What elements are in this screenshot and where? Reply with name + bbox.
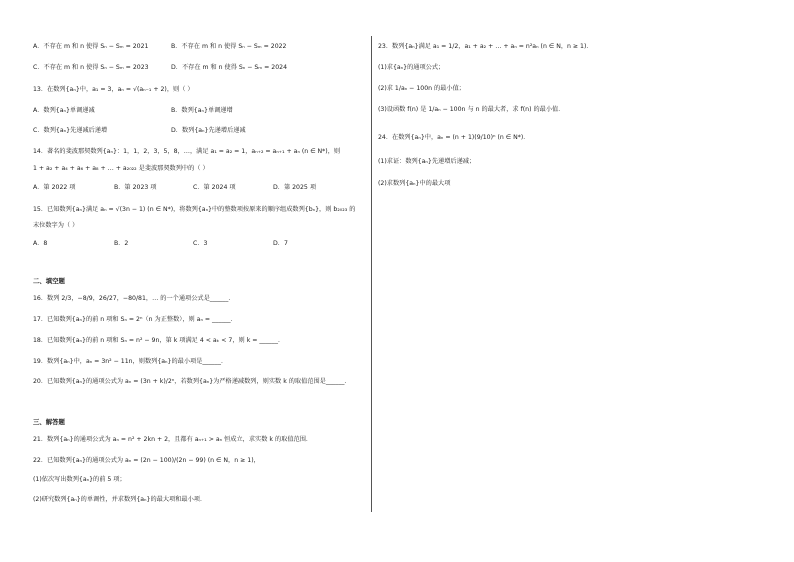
q17: 17．已知数列{aₙ}的前 n 项和 Sₙ = 2ⁿ（n 为正整数），则 aₙ = ______． <box>33 316 237 323</box>
q22: 22．已知数列{aₙ}的通项公式为 aₙ = (2n − 100)/(2n − 99) (n ∈ N，n ≥ 1)， <box>33 457 260 464</box>
q14-stem-line2: 1 + a₂ + a₄ + a₆ + a₈ + … + a₂₀₂₂ 是斐波那契数列中的（ ） <box>33 165 209 172</box>
q13-option-c: C．数列{aₙ}先递减后递增 <box>33 127 108 134</box>
q22-part1: (1)依次写出数列{aₙ}的前 5 项； <box>33 476 126 483</box>
q14-option-d: D．第 2025 项 <box>273 184 317 191</box>
q12-option-b: B．不存在 m 和 n 使得 Sₙ − Sₘ = 2022 <box>171 43 287 50</box>
q15-option-d: D．7 <box>273 240 288 247</box>
q23-part3: (3)设函数 f(n) 是 1/aₙ − 100n 与 n 的最大者，求 f(n) 的最小值． <box>378 106 565 113</box>
q23-part1: (1)求{aₙ}的通项公式； <box>378 64 445 71</box>
q21: 21．数列{aₙ}的通项公式为 aₙ = n² + 2kn + 2，且都有 aₙ₊₁ > aₙ 恒成立，求实数 k 的取值范围． <box>33 436 313 443</box>
q13-option-d: D．数列{aₙ}先递增后递减 <box>171 127 246 134</box>
q15-option-b: B．2 <box>114 240 129 247</box>
q13-stem: 13．在数列{aₙ}中，a₁ = 3，aₙ = √(aₙ₋₁ + 2)，则（ ） <box>33 86 194 93</box>
q24-stem: 24．在数列{aₙ}中，aₙ = (n + 1)(9/10)ⁿ (n ∈ N*)． <box>378 134 530 141</box>
q18: 18．已知数列{aₙ}的前 n 项和 Sₙ = n² − 9n，第 k 项满足 4 < aₖ < 7，则 k = ______． <box>33 337 285 344</box>
section-answer-heading: 三、解答题 <box>33 418 65 426</box>
q19: 19．数列{aₙ}中，aₙ = 3n² − 11n，则数列{aₙ}的最小项是______． <box>33 358 228 365</box>
q15-stem-line2: 末位数字为（ ） <box>33 222 79 229</box>
q14-stem-line1: 14．著名的斐波那契数列{aₙ}：1，1，2，3，5，8，…，满足 a₁ = a₂ = 1，aₙ₊₂ = aₙ₊₁ + aₙ (n ∈ N*)，则 <box>33 148 341 155</box>
q23-stem: 23．数列{aₙ}满足 a₁ = 1/2，a₁ + a₂ + … + aₙ = n²aₙ (n ∈ N，n ≥ 1)． <box>378 43 593 50</box>
q23-part2: (2)求 1/aₙ − 100n 的最小值； <box>378 85 465 92</box>
q24-part1: (1)求证：数列{aₙ}先递增后递减； <box>378 158 476 165</box>
q22-part2: (2)研究数列{aₙ}的单调性，并求数列{aₙ}的最大项和最小项． <box>33 496 207 503</box>
q16: 16．数列 2/3，−8/9，26/27，−80/81，… 的一个通项公式是______． <box>33 295 235 302</box>
q13-option-a: A．数列{aₙ}单调递减 <box>33 107 95 114</box>
q13-option-b: B．数列{aₙ}单调递增 <box>171 107 233 114</box>
q14-option-b: B．第 2023 项 <box>114 184 157 191</box>
section-fill-in-heading: 二、填空题 <box>33 277 65 285</box>
q15-option-a: A．8 <box>33 240 48 247</box>
column-divider <box>371 36 372 512</box>
q15-option-c: C．3 <box>193 240 208 247</box>
q24-part2: (2)求数列{aₙ}中的最大项 <box>378 180 451 187</box>
q12-option-c: C．不存在 m 和 n 使得 Sₙ − Sₘ = 2023 <box>33 64 149 71</box>
q12-option-a: A．不存在 m 和 n 使得 Sₙ − Sₘ = 2021 <box>33 43 149 50</box>
q15-stem: 15．已知数列{aₙ}满足 aₙ = √(3n − 1) (n ∈ N*)，将数列{aₙ}中的整数项按原来的顺序组成数列{bₙ}，则 b₂₀₂₃ 的 <box>33 206 356 213</box>
q12-option-d: D．不存在 m 和 n 使得 Sₙ − Sₘ = 2024 <box>171 64 288 71</box>
q14-option-a: A．第 2022 项 <box>33 184 76 191</box>
q14-option-c: C．第 2024 项 <box>193 184 236 191</box>
q20: 20．已知数列{aₙ}的通项公式为 aₙ = (3n + k)/2ⁿ，若数列{aₙ}为严格递减数列，则实数 k 的取值范围是______． <box>33 378 351 385</box>
